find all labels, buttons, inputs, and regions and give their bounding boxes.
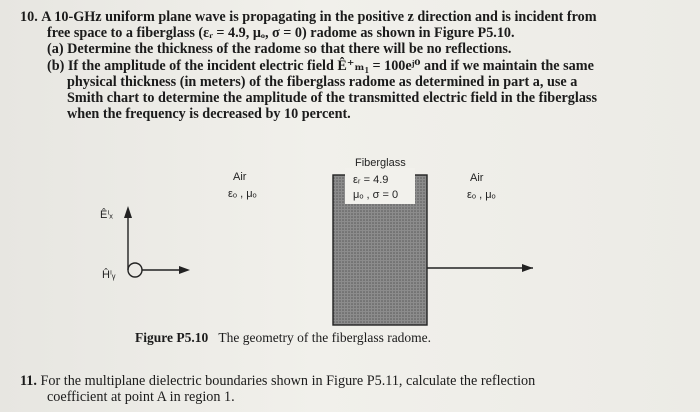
part-b-line-2: physical thickness (in meters) of the fiberglass radome as determined in part a, use a — [67, 73, 578, 90]
h-field-label: Ĥⁱᵧ — [102, 269, 116, 281]
problem-10-line-2: free space to a fiberglass (εᵣ = 4.9, μₒ, σ = 0) radome as shown in Figure P5.10. — [47, 25, 515, 42]
propagation-arrowhead — [179, 266, 190, 274]
left-air-label: Air — [233, 171, 247, 183]
problem-10-line-1: 10. A 10-GHz uniform plane wave is propagating in the positive z direction and is incident from — [20, 9, 597, 25]
h-field-circle — [128, 263, 142, 277]
fiberglass-label: Fiberglass — [355, 157, 406, 169]
fiberglass-permeability: μₒ , σ = 0 — [353, 189, 399, 201]
part-a: (a) Determine the thickness of the radome so that there will be no reflections. — [47, 41, 512, 58]
problem-11 — [20, 373, 680, 405]
right-air-label: Air — [470, 172, 484, 184]
right-air-params: εₒ , μₒ — [467, 189, 496, 201]
left-air-params: εₒ , μₒ — [228, 188, 257, 200]
caption-text: The geometry of the fiberglass radome. — [218, 330, 432, 345]
problem-11-line-1: 11. For the multiplane dielectric boundaries shown in Figure P5.11, calculate the reflection — [20, 373, 536, 389]
caption-label: Figure P5.10 — [135, 330, 209, 345]
z-axis-arrowhead — [522, 264, 533, 272]
e-field-label: Êⁱₓ — [100, 209, 113, 221]
figure-caption — [135, 330, 431, 346]
fiberglass-permittivity: εᵣ = 4.9 — [353, 174, 389, 186]
part-b-line-3: Smith chart to determine the amplitude of the transmitted electric field in the fiberglass — [67, 90, 597, 107]
problem-number: 10. — [20, 9, 38, 25]
problem-number: 11. — [20, 373, 37, 389]
e-field-arrowhead — [124, 206, 132, 218]
problem-11-line-2: coefficient at point A in region 1. — [47, 389, 235, 406]
part-b-line-1: (b) If the amplitude of the incident electric field Ê⁺ₘ₁ = 100eʲ⁰ and if we maintain the same — [47, 57, 594, 74]
part-b-line-4: when the frequency is decreased by 10 percent. — [67, 106, 351, 123]
